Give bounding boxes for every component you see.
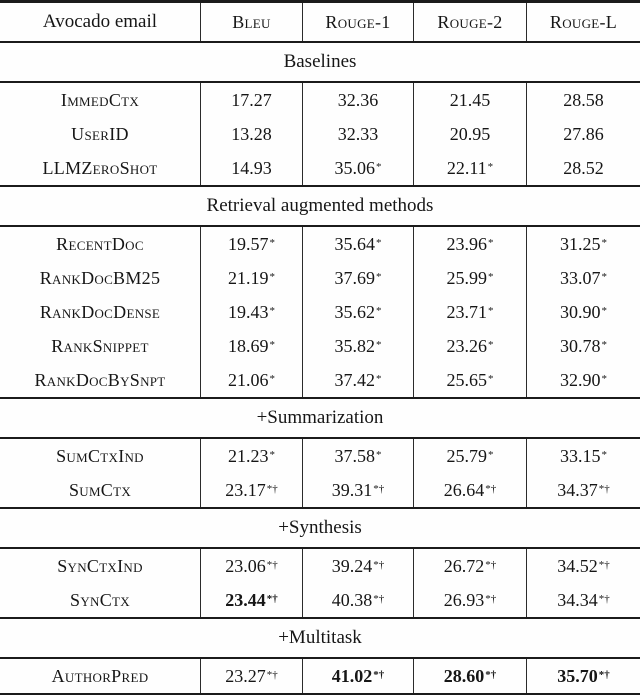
metric-value: 19.57 [228, 233, 269, 254]
metric-cell: 26.64 *† [413, 473, 526, 507]
metric-cell [526, 117, 640, 151]
metric-cell: 30.78 * [526, 329, 640, 363]
metric-value: 19.43 [228, 301, 269, 322]
metric-value: 26.93 [443, 589, 485, 610]
metric-cell: 37.58 * [302, 439, 413, 473]
metric-cell: 35.70 *† [526, 659, 640, 693]
metric-value: 20.95 [449, 123, 491, 144]
metric-cell: 23.26 * [413, 329, 526, 363]
table-row-sumctxind [0, 439, 640, 473]
metric-cell: 28.60 *† [413, 659, 526, 693]
metric-value: 40.38 [331, 589, 373, 610]
table-row-ranksnippet [0, 329, 640, 363]
table-row-rankdocbm25 [0, 261, 640, 295]
metric-cell: 39.31 *† [302, 473, 413, 507]
metric-value: 21.23 [228, 445, 269, 466]
metric-cell: 34.34 *† [526, 583, 640, 617]
metric-value: 28.58 [563, 89, 604, 110]
metric-cell: 23.06 *† [200, 549, 302, 583]
metric-cell: 35.64 * [302, 227, 413, 261]
metric-cell: 40.38 *† [302, 583, 413, 617]
metric-value: 23.27 [225, 665, 266, 686]
metric-value: 37.58 [334, 445, 375, 466]
metric-value: 37.42 [334, 369, 375, 390]
metric-cell: 35.62 * [302, 295, 413, 329]
metric-cell: 23.96 * [413, 227, 526, 261]
section-header-retrieval-augmented-methods: Retrieval augmented methods [206, 195, 434, 216]
metric-cell: 34.37 *† [526, 473, 640, 507]
metric-value: 34.52 [557, 555, 598, 576]
metric-cell: 41.02 *† [302, 659, 413, 693]
metric-value: 23.06 [225, 555, 266, 576]
metric-value: 41.02 [331, 665, 373, 686]
table-row-userid [0, 117, 640, 151]
table-body [0, 43, 640, 695]
metric-value: 22.11 [446, 157, 487, 178]
metric-cell: 25.79 * [413, 439, 526, 473]
metric-value: 39.24 [331, 555, 373, 576]
metric-value: 27.86 [563, 123, 604, 144]
metric-value: 35.70 [557, 665, 598, 686]
metric-cell: 22.11 * [413, 151, 526, 185]
metric-value: 13.28 [231, 123, 272, 144]
row-label: RankDocBySnpt [34, 369, 166, 390]
table-row-rankdocbysnpt [0, 363, 640, 397]
metric-cell: 19.57 * [200, 227, 302, 261]
metric-cell: 23.71 * [413, 295, 526, 329]
table-row-llmzeroshot [0, 151, 640, 185]
row-label: SynCtx [70, 589, 130, 610]
metric-cell [302, 117, 413, 151]
metric-value: 21.19 [228, 267, 269, 288]
corner-label: Avocado email [42, 11, 158, 32]
metric-cell: 30.90 * [526, 295, 640, 329]
metric-cell: 35.82 * [302, 329, 413, 363]
metric-value: 14.93 [231, 157, 272, 178]
metric-cell: 26.93 *† [413, 583, 526, 617]
metric-value: 21.45 [449, 89, 491, 110]
metric-value: 23.44 [225, 589, 266, 610]
metric-value: 25.65 [446, 369, 487, 390]
metric-cell [413, 117, 526, 151]
table-row-synctx [0, 583, 640, 617]
metric-value: 25.79 [446, 445, 487, 466]
table-row-immedctx [0, 83, 640, 117]
metric-cell: 23.17 *† [200, 473, 302, 507]
header-row [0, 3, 640, 41]
metric-value: 35.62 [334, 301, 375, 322]
metric-value: 23.26 [446, 335, 487, 356]
row-label: AuthorPred [51, 665, 149, 686]
row-label: LLMZeroShot [42, 157, 158, 178]
metric-cell: 37.69 * [302, 261, 413, 295]
table-row-recentdoc [0, 227, 640, 261]
section-header-multitask: +Multitask [278, 627, 362, 648]
metric-cell [413, 83, 526, 117]
metric-cell: 23.44 *† [200, 583, 302, 617]
col-header-rouge-2: Rouge-2 [413, 3, 526, 41]
metric-cell: 35.06 * [302, 151, 413, 185]
metric-cell [526, 151, 640, 185]
metric-value: 37.69 [334, 267, 375, 288]
metric-cell [200, 83, 302, 117]
metric-value: 28.60 [443, 665, 485, 686]
metric-cell [526, 83, 640, 117]
metric-cell: 21.06 * [200, 363, 302, 397]
metric-cell: 21.19 * [200, 261, 302, 295]
metric-value: 17.27 [231, 89, 272, 110]
metric-value: 32.36 [337, 89, 379, 110]
row-label: RecentDoc [56, 233, 144, 254]
metric-value: 34.37 [557, 479, 598, 500]
metric-cell: 23.27 *† [200, 659, 302, 693]
table-row-rankdocdense [0, 295, 640, 329]
row-label: UserID [71, 123, 129, 144]
col-header-bleu: Bleu [200, 3, 302, 41]
metric-value: 26.72 [443, 555, 485, 576]
metric-cell: 18.69 * [200, 329, 302, 363]
metric-value: 23.96 [446, 233, 487, 254]
metric-cell [200, 117, 302, 151]
metric-value: 30.90 [560, 301, 601, 322]
metric-cell: 37.42 * [302, 363, 413, 397]
metric-cell [302, 83, 413, 117]
metric-value: 18.69 [228, 335, 269, 356]
table-row-authorpred [0, 659, 640, 693]
metric-cell: 39.24 *† [302, 549, 413, 583]
row-label: SumCtx [68, 479, 132, 500]
metric-value: 33.07 [560, 267, 601, 288]
metric-value: 23.17 [225, 479, 266, 500]
metric-cell [200, 151, 302, 185]
metric-value: 35.82 [334, 335, 375, 356]
metric-value: 28.52 [563, 157, 604, 178]
section-header-summarization: +Summarization [256, 407, 384, 428]
metric-cell: 25.99 * [413, 261, 526, 295]
metric-value: 26.64 [443, 479, 485, 500]
col-header-rouge-l: Rouge-L [526, 3, 640, 41]
row-label: SumCtxInd [56, 445, 144, 466]
metric-cell: 25.65 * [413, 363, 526, 397]
metric-value: 39.31 [331, 479, 373, 500]
metric-value: 32.90 [560, 369, 601, 390]
metric-value: 23.71 [446, 301, 487, 322]
row-label: RankDocBM25 [39, 267, 161, 288]
metric-value: 32.33 [337, 123, 379, 144]
metric-cell: 33.07 * [526, 261, 640, 295]
metric-cell: 33.15 * [526, 439, 640, 473]
metric-cell: 31.25 * [526, 227, 640, 261]
metric-value: 25.99 [446, 267, 487, 288]
row-label: ImmedCtx [60, 89, 140, 110]
metric-value: 30.78 [560, 335, 601, 356]
metric-value: 35.64 [334, 233, 375, 254]
metric-cell: 21.23 * [200, 439, 302, 473]
metric-cell: 32.90 * [526, 363, 640, 397]
table-row-sumctx [0, 473, 640, 507]
section-header-baselines: Baselines [283, 51, 357, 72]
metric-value: 35.06 [334, 157, 375, 178]
section-header-synthesis: +Synthesis [278, 517, 362, 538]
metric-cell: 34.52 *† [526, 549, 640, 583]
row-label: SynCtxInd [57, 555, 143, 576]
metric-value: 21.06 [228, 369, 269, 390]
col-header-rouge-1: Rouge-1 [302, 3, 413, 41]
metric-cell: 19.43 * [200, 295, 302, 329]
metric-value: 34.34 [557, 589, 598, 610]
table-row-synctxind [0, 549, 640, 583]
row-label: RankDocDense [39, 301, 161, 322]
row-label: RankSnippet [51, 335, 149, 356]
metric-value: 33.15 [560, 445, 601, 466]
metric-value: 31.25 [560, 233, 601, 254]
metric-cell: 26.72 *† [413, 549, 526, 583]
